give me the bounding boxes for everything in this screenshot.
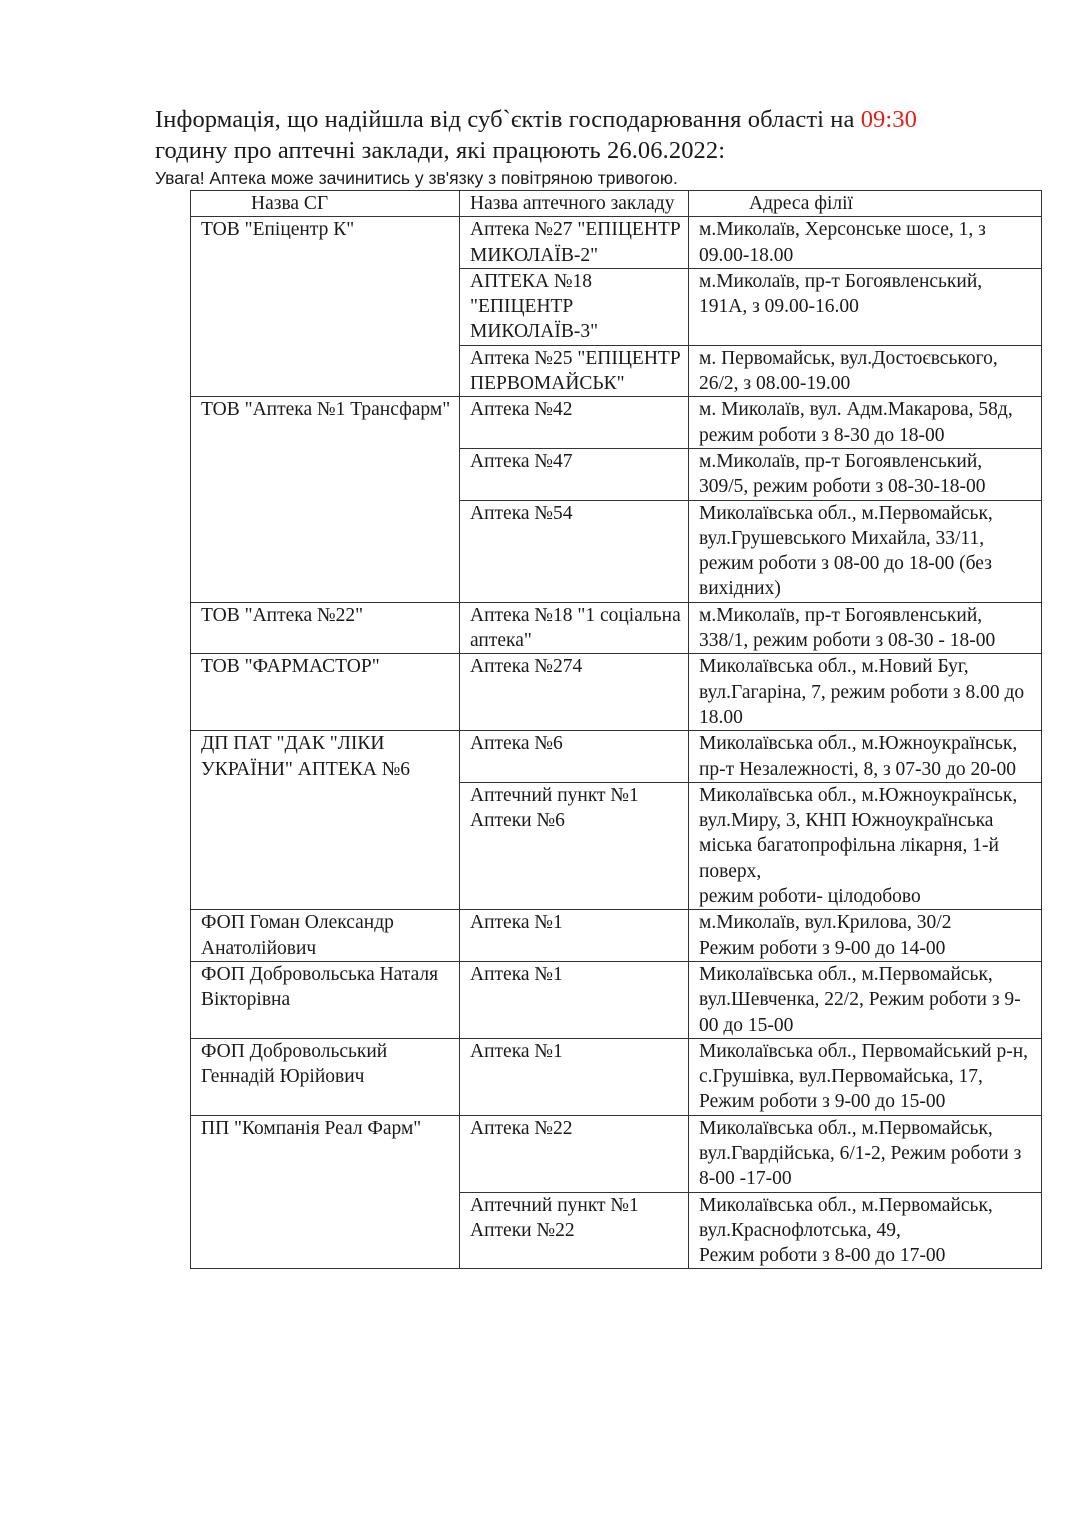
company-name-cell: ТОВ "Аптека №1 Трансфарм" xyxy=(191,397,460,602)
company-name-cell: ТОВ "Епіцентр К" xyxy=(191,217,460,397)
table-row xyxy=(191,602,1042,654)
pharmacy-name-cell: Аптека №1 xyxy=(460,961,689,1038)
table-row xyxy=(191,1038,1042,1115)
heading-text-part1: Інформація, що надійшла від суб`єктів господарювання області на xyxy=(155,106,861,133)
column-header-pharmacy: Назва аптечного закладу xyxy=(460,191,689,217)
address-cell: Миколаївська обл., м.Новий Буг, вул.Гагаріна, 7, режим роботи з 8.00 до 18.00 xyxy=(689,654,1042,731)
address-cell: Миколаївська обл., м.Первомайськ, вул.Грушевського Михайла, 33/11, режим роботи з 08-00 до 18-00 (без вихідних) xyxy=(689,500,1042,602)
pharmacy-name-cell: Аптека №27 "ЕПІЦЕНТР МИКОЛАЇВ-2" xyxy=(460,217,689,269)
pharmacy-name-cell: Аптечний пункт №1 Аптеки №6 xyxy=(460,782,689,909)
company-name-cell: ДП ПАТ "ДАК "ЛІКИ УКРАЇНИ" АПТЕКА №6 xyxy=(191,731,460,910)
pharmacy-name-cell: Аптека №47 xyxy=(460,448,689,500)
column-header-address: Адреса філії xyxy=(689,191,1042,217)
table-row xyxy=(191,961,1042,1038)
pharmacy-name-cell: Аптечний пункт №1 Аптеки №22 xyxy=(460,1192,689,1269)
air-raid-warning: Увага! Аптека може зачинитись у зв'язку з повітряною тривогою. xyxy=(155,168,678,188)
address-cell: Миколаївська обл., м.Южноукраїнськ, вул.Миру, 3, КНП Южноукраїнська міська багатопрофільна лікарня, 1-й поверх, режим роботи- цілодобово xyxy=(689,782,1042,909)
table-row xyxy=(191,397,1042,449)
table-row xyxy=(191,654,1042,731)
address-cell: м.Миколаїв, пр-т Богоявленський, 309/5, режим роботи з 08-30-18-00 xyxy=(689,448,1042,500)
table-row xyxy=(191,910,1042,962)
company-name-cell: ТОВ "Аптека №22" xyxy=(191,602,460,654)
heading-text-part2: годину про аптечні заклади, які працюють 26.06.2022: xyxy=(155,137,726,164)
address-cell: м.Миколаїв, пр-т Богоявленський, 338/1, режим роботи з 08-30 - 18-00 xyxy=(689,602,1042,654)
company-name-cell: ФОП Добровольська Наталя Вікторівна xyxy=(191,961,460,1038)
address-cell: Миколаївська обл., м.Южноукраїнськ, пр-т Незалежності, 8, з 07-30 до 20-00 xyxy=(689,731,1042,783)
pharmacy-name-cell: Аптека №6 xyxy=(460,731,689,783)
pharmacy-name-cell: Аптека №25 "ЕПІЦЕНТР ПЕРВОМАЙСЬК" xyxy=(460,345,689,397)
address-cell: м.Миколаїв, пр-т Богоявленський, 191А, з 09.00-16.00 xyxy=(689,268,1042,345)
address-cell: Миколаївська обл., м.Первомайськ, вул.Краснофлотська, 49, Режим роботи з 8-00 до 17-00 xyxy=(689,1192,1042,1269)
table-row xyxy=(191,731,1042,783)
pharmacy-name-cell: Аптека №54 xyxy=(460,500,689,602)
pharmacy-name-cell: Аптека №22 xyxy=(460,1115,689,1192)
page-heading xyxy=(155,104,1015,166)
pharmacy-name-cell: Аптека №274 xyxy=(460,654,689,731)
table-row xyxy=(191,1115,1042,1192)
column-header-company: Назва СГ xyxy=(191,191,460,217)
company-name-cell: ФОП Гоман Олександр Анатолійович xyxy=(191,910,460,962)
address-cell: Миколаївська обл., м.Первомайськ, вул.Гвардійська, 6/1-2, Режим роботи з 8-00 -17-00 xyxy=(689,1115,1042,1192)
pharmacies-table xyxy=(190,190,1042,1269)
heading-time: 09:30 xyxy=(860,106,917,133)
pharmacy-name-cell: Аптека №18 "1 соціальна аптека" xyxy=(460,602,689,654)
address-cell: м. Первомайськ, вул.Достоєвського, 26/2, з 08.00-19.00 xyxy=(689,345,1042,397)
company-name-cell: ПП "Компанія Реал Фарм" xyxy=(191,1115,460,1269)
address-cell: м.Миколаїв, вул.Крилова, 30/2 Режим роботи з 9-00 до 14-00 xyxy=(689,910,1042,962)
company-name-cell: ФОП Добровольський Геннадій Юрійович xyxy=(191,1038,460,1115)
pharmacy-name-cell: Аптека №1 xyxy=(460,1038,689,1115)
pharmacy-name-cell: Аптека №42 xyxy=(460,397,689,449)
table-header-row xyxy=(191,191,1042,217)
table-body xyxy=(191,217,1042,1269)
pharmacy-name-cell: Аптека №1 xyxy=(460,910,689,962)
address-cell: м.Миколаїв, Херсонське шосе, 1, з 09.00-18.00 xyxy=(689,217,1042,269)
address-cell: Миколаївська обл., м.Первомайськ, вул.Шевченка, 22/2, Режим роботи з 9-00 до 15-00 xyxy=(689,961,1042,1038)
company-name-cell: ТОВ "ФАРМАСТОР" xyxy=(191,654,460,731)
address-cell: Миколаївська обл., Первомайський р-н, с.Грушівка, вул.Первомайська, 17, Режим роботи з 9-00 до 15-00 xyxy=(689,1038,1042,1115)
address-cell: м. Миколаїв, вул. Адм.Макарова, 58д, режим роботи з 8-30 до 18-00 xyxy=(689,397,1042,449)
table-row xyxy=(191,217,1042,269)
pharmacy-name-cell: АПТЕКА №18 "ЕПІЦЕНТР МИКОЛАЇВ-3" xyxy=(460,268,689,345)
